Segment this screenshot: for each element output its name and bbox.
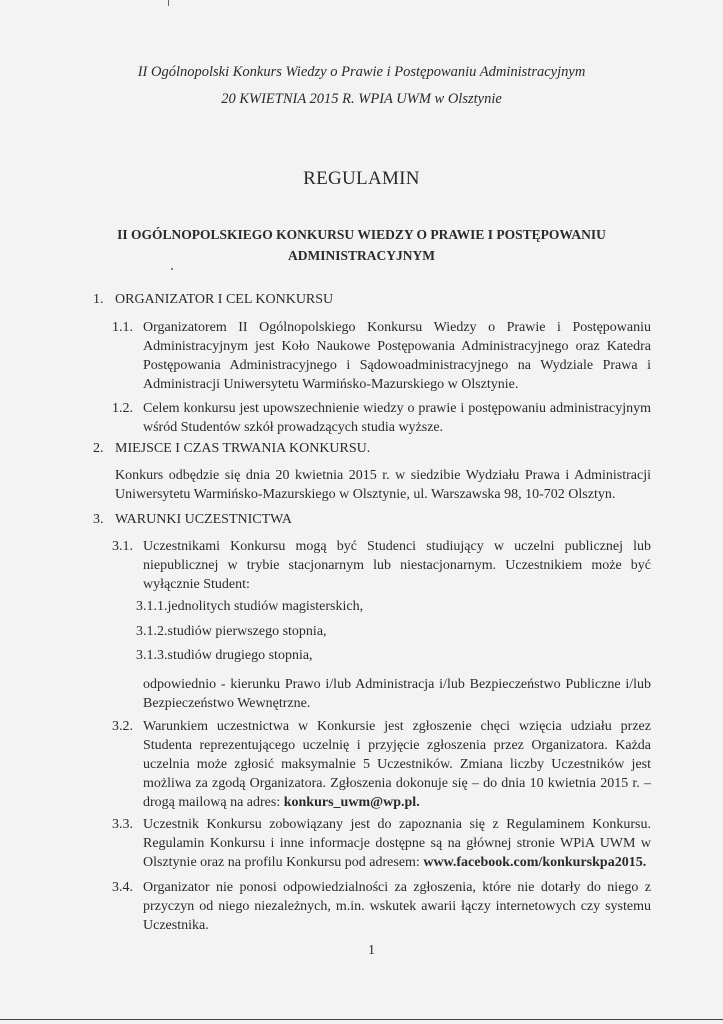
paragraph-3-1-continuation [143,675,651,713]
paragraph-text: Organizator nie ponosi odpowiedzialności za zgłoszenia, które nie dotarły do niego z przyczyn od niego niezależnych, m.in. wskutek awarii łączy internetowych czy systemu Uczestnika. [143,880,651,933]
paragraph-number: 3.4. [112,880,133,895]
section-heading-3 [93,512,292,528]
paragraph-1-2 [112,399,651,437]
paragraph-3-1 [112,537,651,594]
list-item: 3.1.3.studiów drugiego stopnia, [136,648,313,663]
paragraph-number: 1.2. [112,401,133,416]
page-bottom-edge [0,1019,723,1020]
paragraph-2 [115,466,651,504]
paragraph-text: Uczestnikami Konkursu mogą być Studenci studiujący w uczelni publicznej lub niepublicznej w trybie stacjonarnym lub niestacjonarnym. Uczestnikiem może być wyłącznie Student: [143,539,651,592]
section-title: MIEJSCE I CZAS TRWANIA KONKURSU. [115,441,371,456]
document-subtitle [0,224,723,266]
section-heading-2 [93,441,370,457]
page-number: 1 [368,943,375,958]
paragraph-text: Uczestnik Konkursu zobowiązany jest do zapoznania się z Regulaminem Konkursu. Regulamin Konkursu i inne informacje dostępne są na głównej stronie WPiA UWM w Olsztynie oraz na profilu Konkursu pod adresem: [143,817,651,870]
paragraph-1-1 [112,318,651,394]
subtitle-line-2: ADMINISTRACYJNYM [288,248,435,263]
paragraph-number: 3.3. [112,817,133,832]
paragraph-number: 3.1. [112,539,133,554]
paragraph-text: Organizatorem II Ogólnopolskiego Konkursu Wiedzy o Prawie i Postępowaniu Administracyjnym jest Koło Naukowe Postępowania Administracyjnego oraz Katedra Postępowania Administracyjnego i Sądowoadministracyjnego na Wydziale Prawa i Administracji Uniwersytetu Warmińsko-Mazurskiego w Olsztynie. [143,320,651,392]
paragraph-3-2 [112,717,651,812]
paragraph-3-3 [112,815,651,872]
facebook-link: www.facebook.com/konkurskpa2015. [423,855,647,870]
section-heading-1 [93,292,333,308]
section-title: ORGANIZATOR I CEL KONKURSU [115,292,334,307]
section-title: WARUNKI UCZESTNICTWA [115,512,292,527]
subtitle-line-1: II OGÓLNOPOLSKIEGO KONKURSU WIEDZY O PRAWIE I POSTĘPOWANIU [117,227,606,242]
document-title: REGULAMIN [303,168,420,189]
section-number: 2. [93,441,104,456]
scan-dot [171,268,173,270]
email-address: konkurs_uwm@wp.pl. [283,795,420,810]
paragraph-3-4 [112,878,651,935]
list-item: 3.1.1.jednolitych studiów magisterskich, [136,599,364,614]
paragraph-number: 1.1. [112,320,133,335]
paragraph-text: odpowiednio - kierunku Prawo i/lub Administracja i/lub Bezpieczeństwo Publiczne i/lub Bezpieczeństwo Wewnętrzne. [143,677,651,711]
header-line-2: 20 KWIETNIA 2015 R. WPIA UWM w Olsztynie [221,91,502,107]
section-number: 1. [93,292,104,307]
paragraph-text: Konkurs odbędzie się dnia 20 kwietnia 2015 r. w siedzibie Wydziału Prawa i Administracji Uniwersytetu Warmińsko-Mazurskiego w Olsztynie, ul. Warszawska 98, 10-702 Olsztyn. [115,468,651,502]
list-item: 3.1.2.studiów pierwszego stopnia, [136,624,327,639]
scan-mark [168,0,169,6]
paragraph-text: Warunkiem uczestnictwa w Konkursie jest zgłoszenie chęci wzięcia udziału przez Studenta reprezentującego uczelnię i przyjęcie zgłoszenia przez Organizatora. Każda uczelnia może zgłosić maksymalnie 5 Uczestników. Zmiana liczby Uczestników jest możliwa za zgodą Organizatora. Zgłoszenia dokonuje się – do dnia 10 kwietnia 2015 r. – drogą mailową na adres: [143,719,651,810]
paragraph-number: 3.2. [112,719,133,734]
paragraph-text: Celem konkursu jest upowszechnienie wiedzy o prawie i postępowaniu administracyjnym wśród Studentów szkół prowadzących studia wyższe. [143,401,651,435]
header-line-1: II Ogólnopolski Konkurs Wiedzy o Prawie i Postępowaniu Administracyjnym [137,64,586,80]
section-number: 3. [93,512,104,527]
